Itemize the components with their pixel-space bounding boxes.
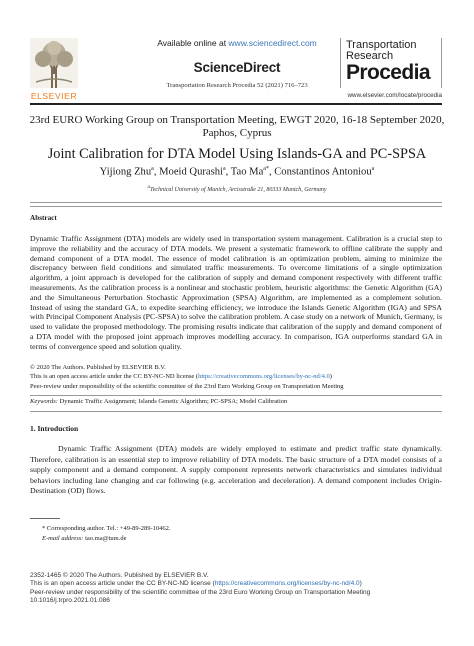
email-label: E-mail address: (42, 535, 84, 542)
peer-review-line: Peer-review under responsibility of the scientific committee of the 23rd Euro Working Group on Transportation Meeting (30, 382, 344, 390)
author-name: Moeid Qurashi (159, 166, 223, 178)
affiliation-mark: a (147, 185, 150, 190)
conference-info (0, 114, 474, 140)
procedia-wordmark: Procedia (346, 61, 430, 84)
conference-line-1: 23rd EURO Working Group on Transportation Meeting, EWGT 2020, 16-18 September 2020, (29, 114, 445, 126)
abstract-heading: Abstract (30, 214, 57, 222)
footer-license-link[interactable]: https://creativecommons.org/licenses/by-nc-nd/4.0 (214, 580, 360, 588)
keywords-label: Keywords: (30, 398, 58, 405)
journal-reference: Transportation Research Procedia 52 (2021) 716–723 (166, 82, 308, 89)
paper-title: Joint Calibration for DTA Model Using Islands-GA and PC-SPSA (47, 146, 427, 162)
procedia-line-1: Transportation (346, 39, 417, 51)
author-name: Yijiong Zhu (99, 166, 152, 178)
affiliation-text: Technical University of Munich, Arcisstraße 21, 80333 Munich, Germany (149, 187, 327, 193)
introduction-text: Dynamic Traffic Assignment (DTA) models are widely employed to estimate and predict traffic state dynamically. Therefore, calibration is an essential step to improve reliability of DTA models. The basic structure of a DTA model consists of a supply component and a demand component. A supply component represents network characteristics and simulates individual behaviors including lane changing and car following (e.g. acceleration and deceleration). A demand component includes Origin-Destination (OD) flows. (30, 444, 442, 495)
author-name: Constantinos Antoniou (274, 166, 372, 178)
license-line (30, 372, 442, 381)
elsevier-logo-text: ELSEVIER (30, 91, 78, 101)
footnote-rule (30, 518, 60, 519)
license-prefix: This is an open access article under the CC BY-NC-ND license ( (30, 373, 199, 381)
copyright-line: © 2020 The Authors. Published by ELSEVIER B.V. (30, 364, 166, 371)
footer-license-prefix: This is an open access article under the CC BY-NC-ND license ( (30, 580, 215, 588)
journal-url[interactable]: www.elsevier.com/locate/procedia (347, 92, 442, 99)
keywords-text: Dynamic Traffic Assignment; Islands Genetic Algorithm; PC-SPSA; Model Calibration (59, 398, 288, 405)
section-heading-introduction: 1. Introduction (30, 424, 79, 433)
doi-line[interactable]: 10.1016/j.trpro.2021.01.086 (30, 597, 110, 605)
email-address[interactable]: tao.ma@tum.de (85, 535, 127, 542)
footnote-corresponding-author: * Corresponding author. Tel.: +49-89-289-10462. (42, 525, 171, 532)
sciencedirect-link[interactable]: www.sciencedirect.com (228, 38, 317, 48)
author-mark: a (222, 166, 226, 172)
license-link[interactable]: https://creativecommons.org/licenses/by-nc-nd/4.0 (198, 373, 330, 381)
author-list: Yijiong Zhu$^a$, Moeid Qurashi$^a$, Tao $Ma^{a*}$, Constantinos Antoniou$^a$ (99, 166, 375, 178)
procedia-line-2: Research (346, 50, 394, 62)
divider (30, 395, 442, 396)
author-mark: a (151, 166, 154, 172)
front-matter-footer (30, 572, 442, 606)
divider (30, 206, 442, 207)
conference-line-2: Paphos, Cyprus (202, 127, 272, 139)
abstract-text: Dynamic Traffic Assignment (DTA) models are widely used in transportation system management. Calibration is a crucial step to improve the reliability and the accuracy of DTA models. We present a systematic framework to offline calibrate the supply and demand component of a DTA model. The essence of model calibration is an optimization problem, aiming to minimize the discrepancy between field conditions and simulated traffic measurements. To overcome limitations of a single optimization algorithm, a joint approach is developed for the calibration of supply and demand component respectively with different traffic measurements. As the calibration process is a nonlinear and stochastic problem, heuristic algorithms: the Genetic Algorithm (GA) and the Simultaneous Perturbation Stochastic Approximation (SPSA) Algorithm, are implemented as a complement solution. Instead of using the standard GA, to expedite searching efficiency, we introduce the Islands Genetic Algorithm (IGA) and SPSA with Principal Component Analysis (PC-SPSA) to solve the calibration problem. A case study on a network of Munich, Germany, is used to validate the proposed methodology. The promising results indicate that calibration of the supply and demand component of a DTA model with the proposed joint approach improves modelling accuracy. In comparison, IGA outperforms standard GA in terms of convergence speed and solution quality. (30, 234, 442, 351)
author-mark: a* (263, 166, 269, 172)
affiliation (0, 185, 474, 193)
abstract-meta (30, 363, 442, 391)
issn-line: 2352-1465 © 2020 The Authors. Published by ELSEVIER B.V. (30, 572, 209, 579)
procedia-logo-top (346, 40, 417, 62)
license-suffix: ) (329, 373, 332, 381)
divider (30, 202, 442, 203)
divider (30, 411, 442, 412)
available-prefix: Available online at (157, 38, 229, 48)
footer-license-suffix: ) (359, 580, 362, 588)
keywords-line (30, 398, 442, 405)
footnote-email (30, 534, 126, 544)
sciencedirect-wordmark: ScienceDirect (193, 60, 281, 75)
header-rule (30, 103, 442, 105)
author-name: Tao Ma (230, 166, 264, 178)
footer-peer-review-line: Peer-review under responsibility of the scientific committee of the 23rd Euro Working Group on Transportation Meeting (30, 588, 371, 596)
footer-license-line (30, 580, 442, 588)
author-mark: a (371, 166, 375, 172)
